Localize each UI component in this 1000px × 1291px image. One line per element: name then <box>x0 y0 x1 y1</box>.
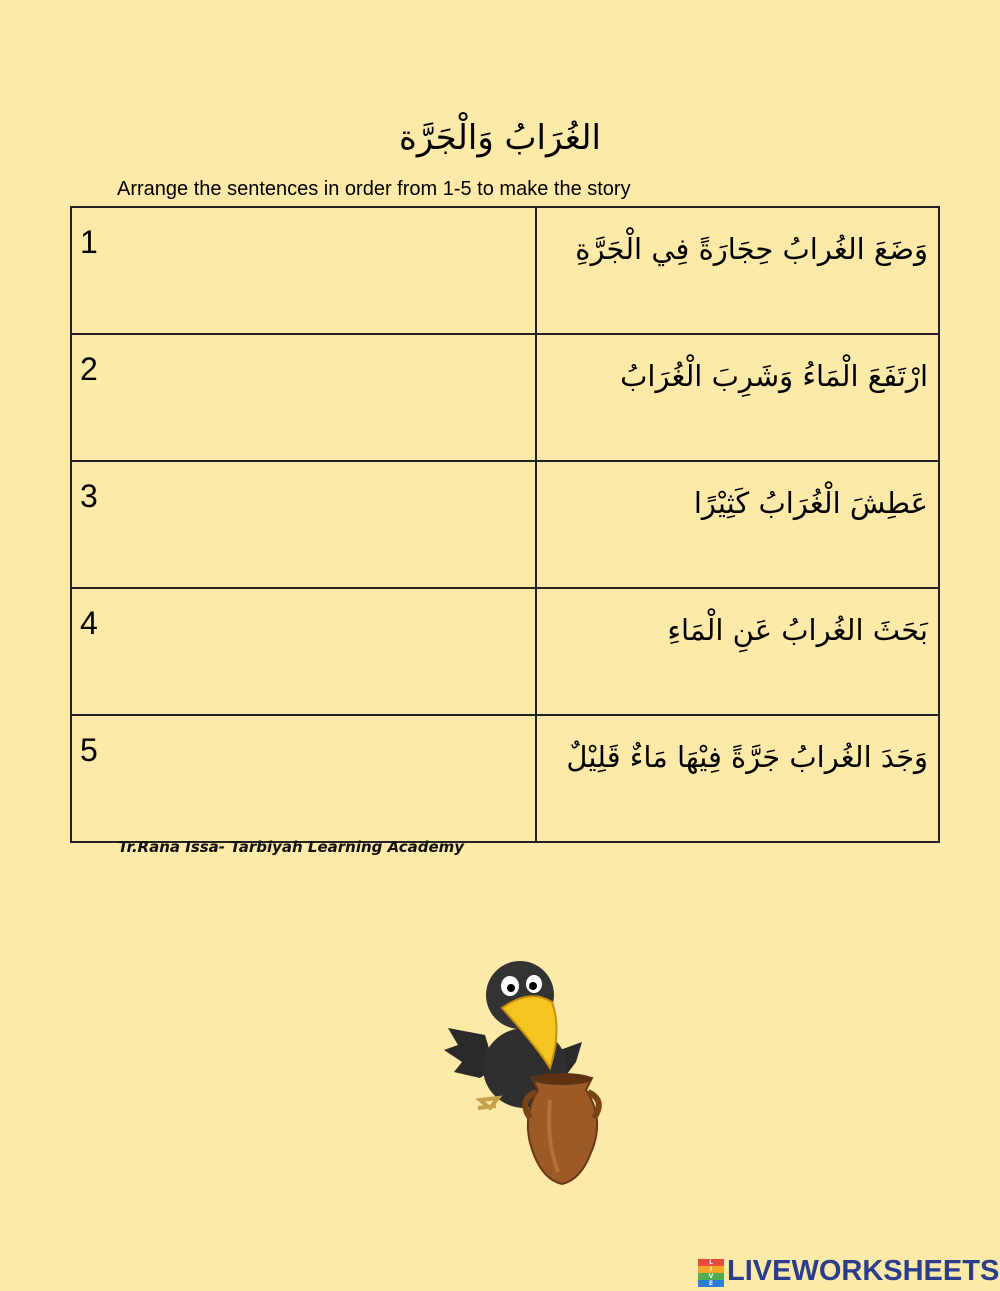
sentence-cell <box>536 461 939 588</box>
crow-and-jar-illustration <box>440 950 620 1190</box>
sentence-text: بَحَثَ الغُرابُ عَنِ الْمَاءِ <box>667 613 928 647</box>
order-number: 1 <box>80 224 98 260</box>
table-row <box>71 461 939 588</box>
sentence-text: عَطِشَ الْغُرَابُ كَثِيْرًا <box>693 486 928 520</box>
liveworksheets-brand[interactable] <box>698 1255 999 1288</box>
liveworksheets-logo-icon: L I V E <box>698 1259 724 1285</box>
sentence-order-table <box>70 206 940 843</box>
instruction-text: Arrange the sentences in order from 1-5 to make the story <box>117 178 631 200</box>
page-title: الغُرَابُ وَالْجَرَّة <box>399 118 601 158</box>
sentence-text: ارْتَفَعَ الْمَاءُ وَشَرِبَ الْغُرَابُ <box>620 359 928 393</box>
author-credit: Tr.Rana Issa- Tarbiyah Learning Academy <box>118 838 465 856</box>
order-cell[interactable] <box>71 207 536 334</box>
table-row <box>71 334 939 461</box>
order-cell[interactable] <box>71 334 536 461</box>
brand-name: LIVEWORKSHEETS <box>727 1255 1000 1287</box>
sentence-text: وَضَعَ الغُرابُ حِجَارَةً فِي الْجَرَّةِ <box>575 232 928 266</box>
sentence-text: وَجَدَ الغُرابُ جَرَّةً فِيْهَا مَاءٌ قَلِيْلٌ <box>566 740 928 774</box>
table-row <box>71 207 939 334</box>
sentence-cell <box>536 334 939 461</box>
order-cell[interactable] <box>71 715 536 842</box>
jar-mouth <box>532 1073 592 1085</box>
order-cell[interactable] <box>71 461 536 588</box>
crow-feet <box>478 1098 498 1108</box>
order-number: 5 <box>80 732 98 768</box>
sentence-cell <box>536 588 939 715</box>
order-number: 4 <box>80 605 98 641</box>
table-row <box>71 715 939 842</box>
sentence-cell <box>536 207 939 334</box>
order-cell[interactable] <box>71 588 536 715</box>
order-number: 3 <box>80 478 98 514</box>
order-number: 2 <box>80 351 98 387</box>
jar <box>528 1075 597 1184</box>
table-row <box>71 588 939 715</box>
sentence-cell <box>536 715 939 842</box>
